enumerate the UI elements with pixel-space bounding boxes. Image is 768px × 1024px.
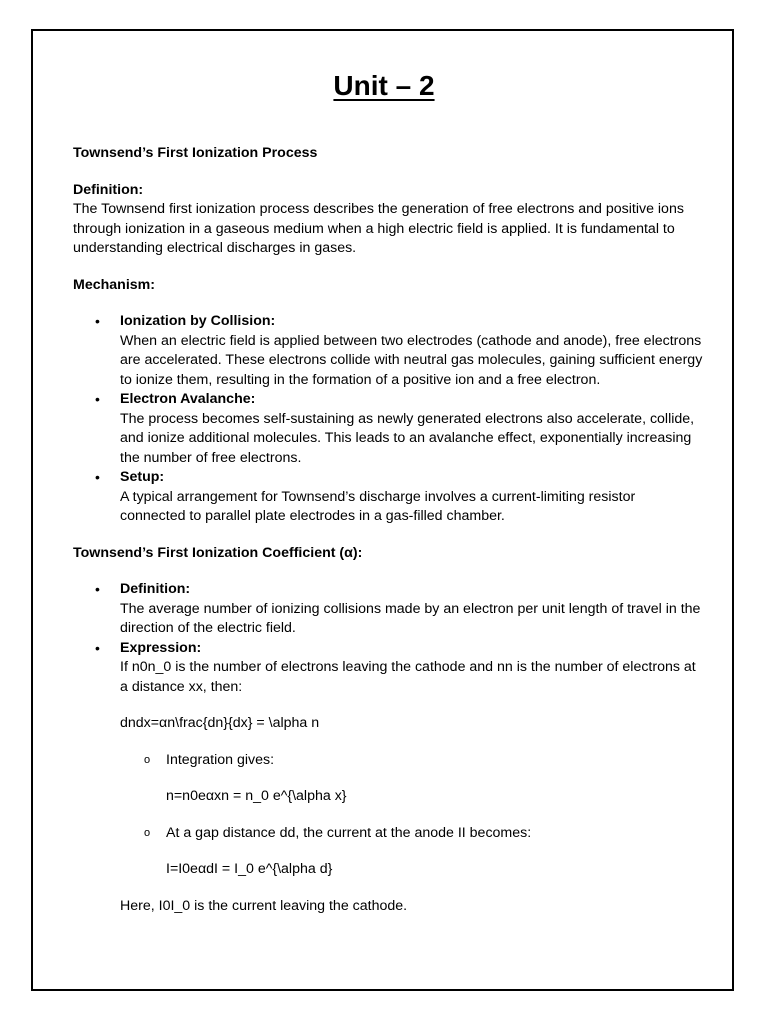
section1-heading: Townsend’s First Ionization Process [73,145,318,161]
section1-definition-label: Definition: [73,181,144,198]
list-item-text: The process becomes self-sustaining as newly generated electrons also accelerate, collide, and ionize additional molecules. This leads to an avalanche effect, exponentially increasing the number of free electrons. [120,410,695,466]
list-item [73,468,703,527]
sub-list-item [120,751,703,824]
sub-list-item-text: o At a gap distance dd, the current at the anode II becomes: [166,824,532,841]
expression-text: If n0n_0 is the number of electrons leaving the cathode and nn is the number of electrons at a distance xx, then: [120,659,696,695]
document-body [73,144,703,916]
list-item [73,639,703,917]
equation-2: n=n0eαxn = n_0 e^{\alpha x} [166,788,347,804]
list-item-label: • Electron Avalanche: [120,391,256,407]
list-item-text: When an electric field is applied between two electrodes (cathode and anode), free electrons are accelerated. These electrons collide with neutral gas molecules, gaining sufficient energy to ionize them, resulting in the formation of a positive ion and a free electron. [120,332,703,388]
list-item-text: A typical arrangement for Townsend’s discharge involves a current-limiting resistor connected to parallel plate electrodes in a gas-filled chamber. [120,488,636,524]
list-item [73,390,703,468]
closing-text: Here, I0I_0 is the current leaving the cathode. [120,897,408,914]
coefficient-definition-label: • Definition: [120,581,191,597]
sub-list-item-text: o Integration gives: [166,751,275,768]
list-item [73,580,703,639]
list-item-label: • Ionization by Collision: [120,313,276,329]
list-item-label: • Setup: [120,469,165,485]
section1-definition-text: The Townsend first ionization process describes the generation of free electrons and positive ions through ionization in a gaseous medium when a high electric field is applied. It is fundamental to understanding electrical discharges in gases. [73,201,684,256]
expression-label: • Expression: [120,639,202,656]
equation-3: I=I0eαdI = I_0 e^{\alpha d} [166,861,333,877]
mechanism-label: Mechanism: [73,276,155,293]
sub-list-item [120,824,703,897]
mechanism-list [73,312,703,527]
equation-1: dndx=αn\frac{dn}{dx} = \alpha n [120,715,320,731]
coefficient-list [73,580,703,916]
section2-heading: Townsend’s First Ionization Coefficient (α): [73,544,363,561]
page-title [0,70,768,102]
page-title-text: Unit – 2 [333,70,435,101]
coefficient-definition-text: The average number of ionizing collisions made by an electron per unit length of travel in the direction of the electric field. [120,600,701,636]
sub-list [120,751,703,897]
list-item [73,312,703,390]
